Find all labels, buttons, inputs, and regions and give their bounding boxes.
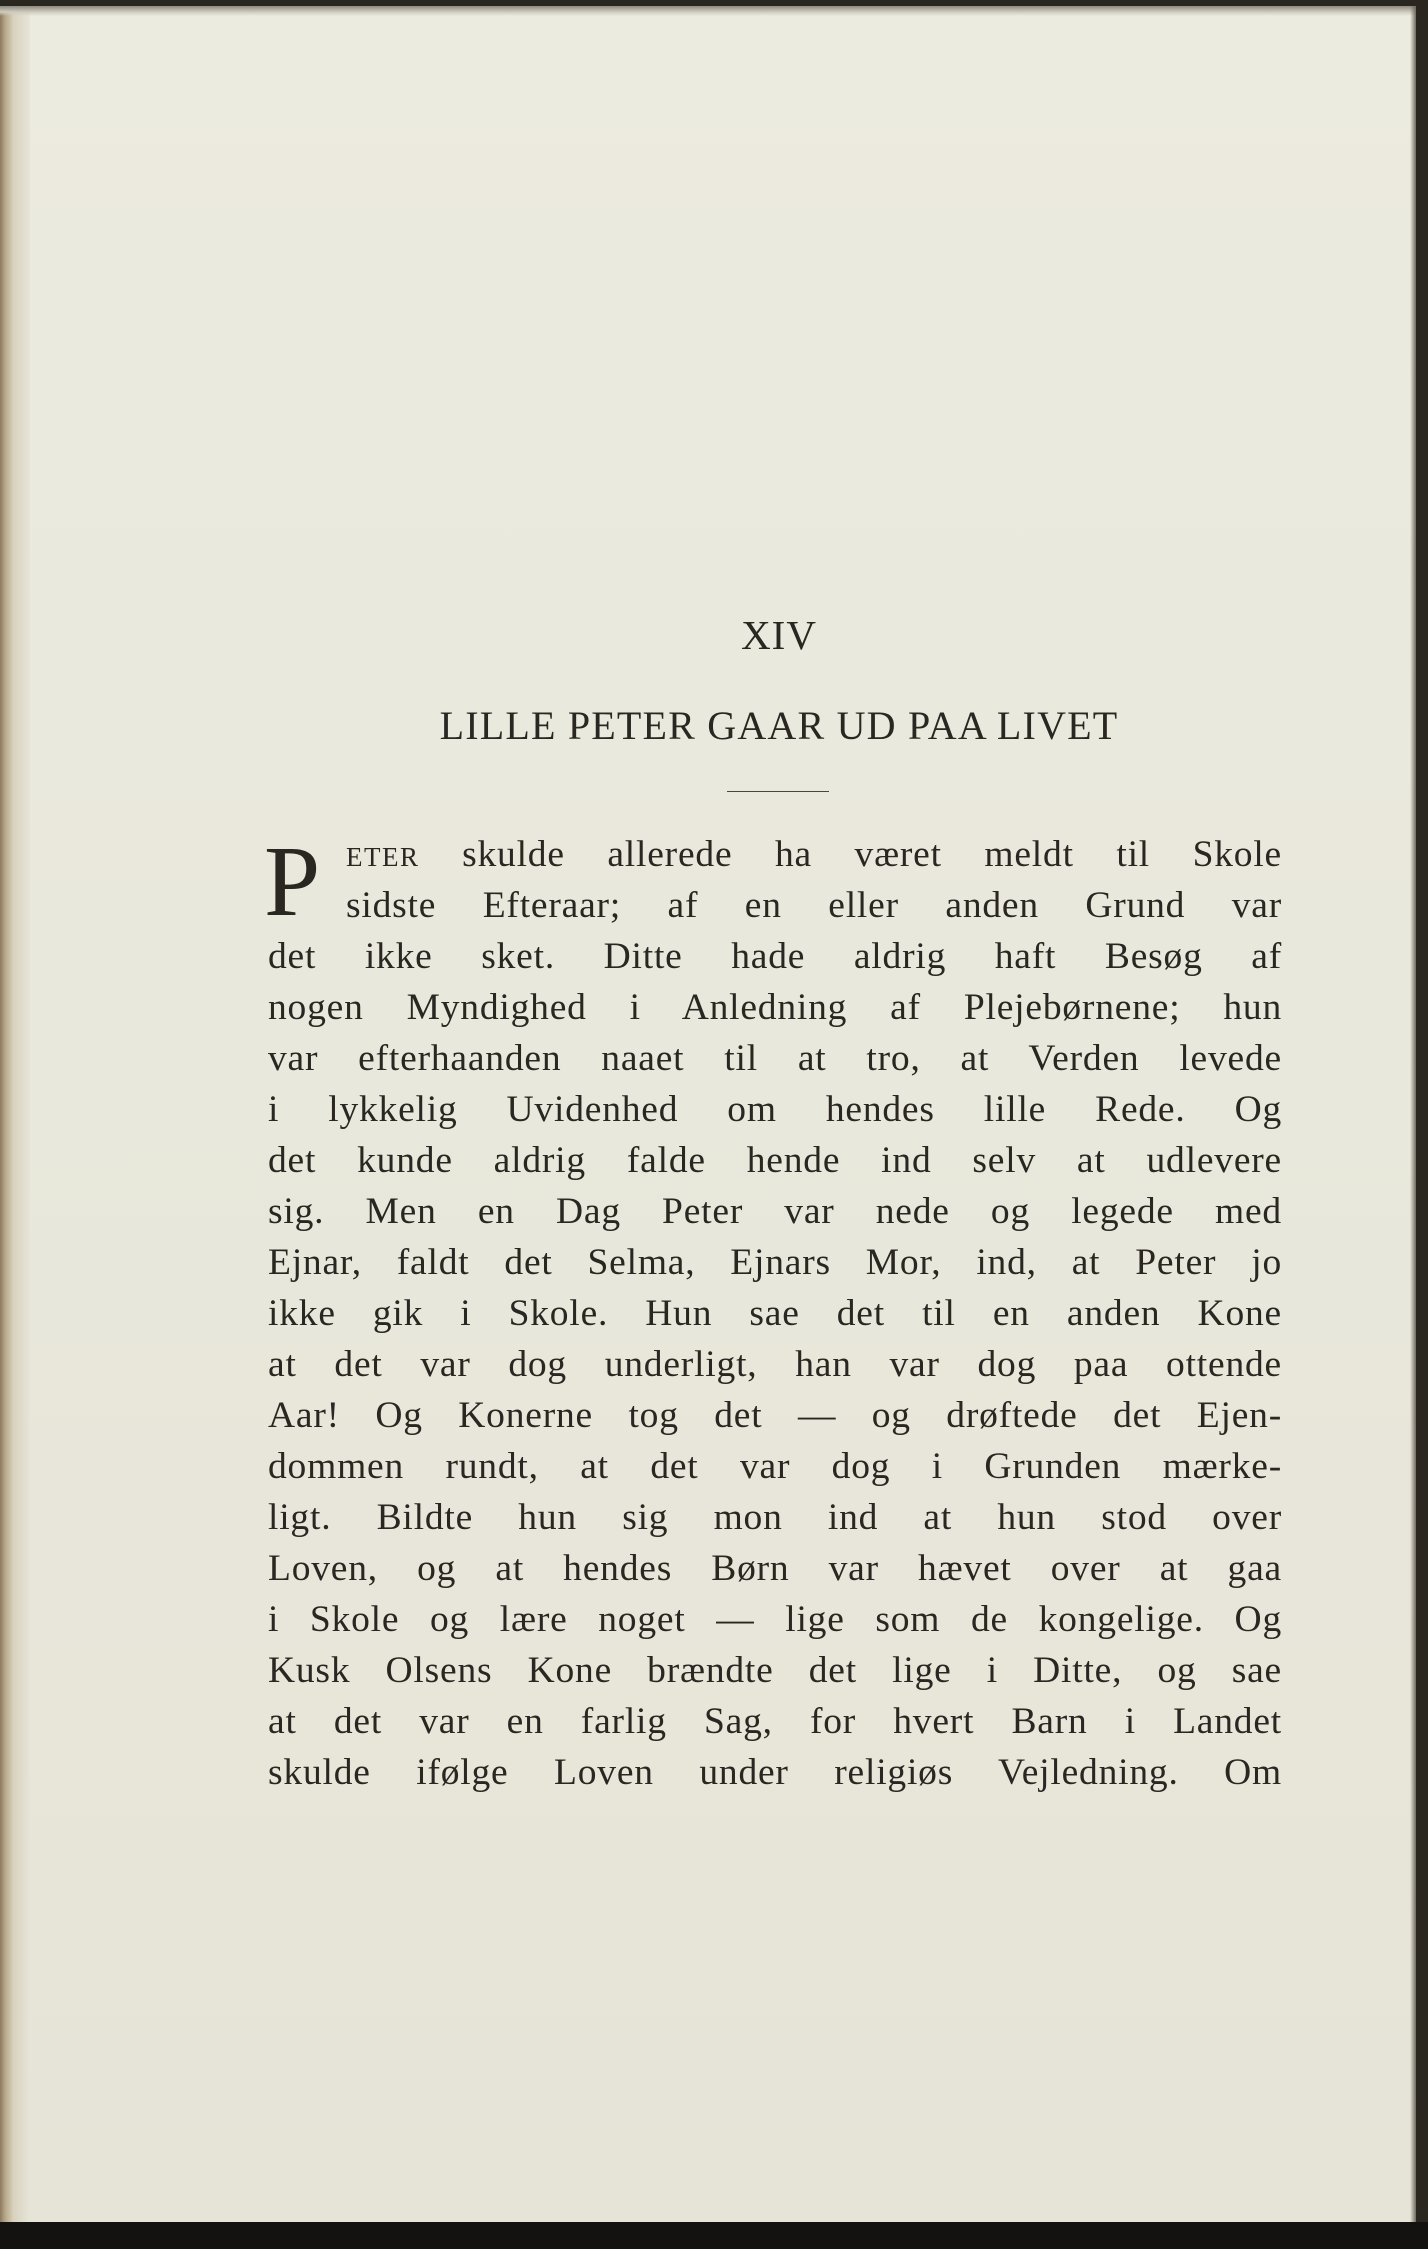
first-word-small-caps: ETER [346,842,420,872]
text-line: nogen Myndighed i Anledning af Plejebørnene; hun [268,987,1282,1028]
text-line: at det var en farlig Sag, for hvert Barn i Landet [268,1701,1282,1742]
chapter-body-text [264,825,1282,1798]
text-line: Ejnar, faldt det Selma, Ejnars Mor, ind, at Peter jo [268,1242,1282,1283]
text-line: dommen rundt, at det var dog i Grunden mærke- [268,1446,1282,1487]
text-line: det ikke sket. Ditte hade aldrig haft Besøg af [268,936,1282,977]
text-line: sidste Efteraar; af en eller anden Grund var [346,885,1282,926]
text-line [268,829,1282,880]
title-divider-rule [727,791,829,792]
text-line: ikke gik i Skole. Hun sae det til en anden Kone [268,1293,1282,1334]
text-line: sig. Men en Dag Peter var nede og legede med [268,1191,1282,1232]
text-line: ligt. Bildte hun sig mon ind at hun stod over [268,1497,1282,1538]
text-line: Aar! Og Konerne tog det — og drøftede det Ejen- [268,1395,1282,1436]
text-line: at det var dog underligt, han var dog paa ottende [268,1344,1282,1385]
drop-cap-initial: P [264,825,321,937]
chapter-title: LILLE PETER GAAR UD PAA LIVET [439,703,1119,748]
text-line-content: skulde allerede ha været meldt til Skole [462,834,1282,875]
text-line: var efterhaanden naaet til at tro, at Verden levede [268,1038,1282,1079]
chapter-number: XIV [741,612,817,658]
text-line: det kunde aldrig falde hende ind selv at udlevere [268,1140,1282,1181]
text-line: i Skole og lære noget — lige som de kongelige. Og [268,1599,1282,1640]
text-line: Kusk Olsens Kone brændte det lige i Ditte, og sae [268,1650,1282,1691]
text-line: skulde ifølge Loven under religiøs Vejledning. Om [268,1752,1282,1793]
text-line: Loven, og at hendes Børn var hævet over at gaa [268,1548,1282,1589]
text-line: i lykkelig Uvidenhed om hendes lille Rede. Og [268,1089,1282,1130]
